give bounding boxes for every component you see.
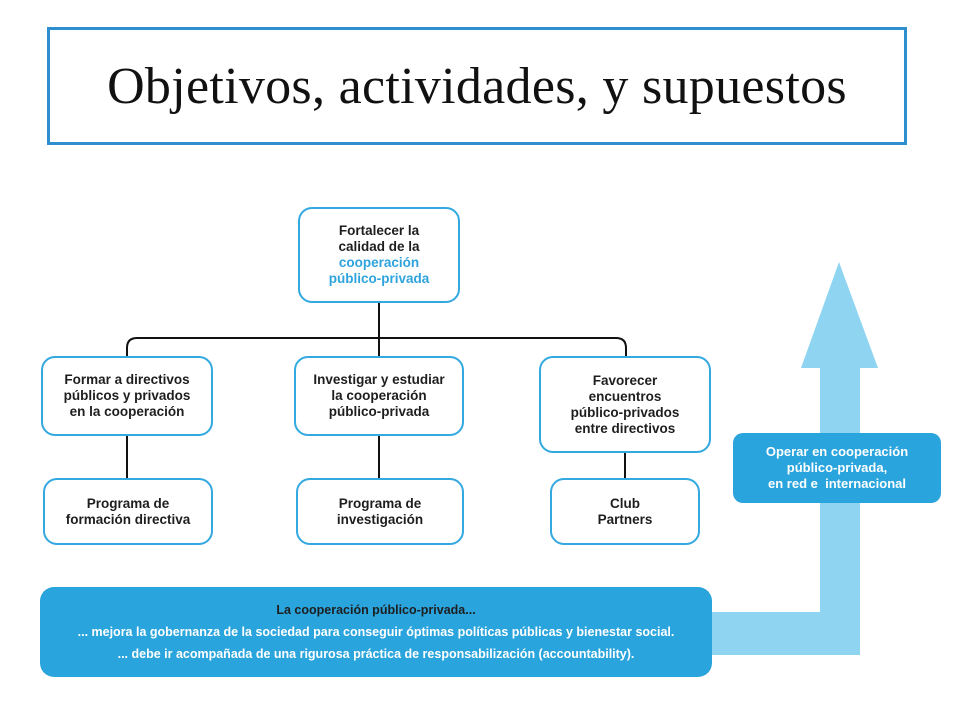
- outcome-line-1: Operar en cooperación: [765, 444, 909, 459]
- assumptions-box: [40, 587, 712, 677]
- assumptions-heading: La cooperación público-privada...: [276, 603, 476, 617]
- outcome-line-3: en red e internacional: [768, 476, 906, 491]
- assumptions-line-2: ... debe ir acompañada de una rigurosa práctica de responsabilización (accountability).: [117, 647, 635, 661]
- goal-line-2: calidad de la: [338, 239, 420, 254]
- outcome-box: [733, 433, 941, 503]
- assumptions-line-1: ... mejora la gobernanza de la sociedad para conseguir óptimas políticas públicas y bienestar social.: [77, 625, 675, 639]
- outcome-line-2: público-privada,: [786, 460, 888, 475]
- activity-node-club-partners: [550, 478, 700, 545]
- activity-2-line-2: investigación: [336, 511, 424, 527]
- objective-3-line-4: entre directivos: [574, 420, 676, 436]
- objective-1-line-3: en la cooperación: [69, 404, 185, 419]
- activity-1-line-2: formación directiva: [65, 511, 191, 527]
- activity-3-line-2: Partners: [597, 511, 653, 527]
- activity-1-line-1: Programa de: [86, 495, 170, 511]
- objective-2-line-1: Investigar y estudiar: [313, 372, 445, 387]
- activity-3-line-1: Club: [610, 495, 640, 511]
- objective-1-line-1: Formar a directivos: [64, 372, 190, 387]
- objective-3-line-3: público-privados: [570, 404, 680, 420]
- goal-line-1: Fortalecer la: [338, 223, 420, 238]
- objective-node-favorecer: [539, 356, 711, 453]
- page-title: Objetivos, actividades, y supuestos: [107, 57, 847, 115]
- activity-2-line-1: Programa de: [338, 495, 422, 511]
- objective-3-line-2: encuentros: [588, 388, 662, 404]
- activity-node-investigacion: [296, 478, 464, 545]
- objective-node-formar: [41, 356, 213, 436]
- objective-2-line-3: público-privada: [328, 404, 430, 419]
- objective-1-line-2: públicos y privados: [63, 388, 191, 403]
- objective-3-line-1: Favorecer: [592, 372, 658, 388]
- goal-node: [298, 207, 460, 303]
- objective-2-line-2: la cooperación: [331, 388, 427, 403]
- connector-bus: [127, 338, 626, 356]
- goal-line-4: público-privada: [328, 271, 430, 286]
- activity-node-formacion: [43, 478, 213, 545]
- goal-line-3: cooperación: [338, 255, 420, 270]
- objective-node-investigar: [294, 356, 464, 436]
